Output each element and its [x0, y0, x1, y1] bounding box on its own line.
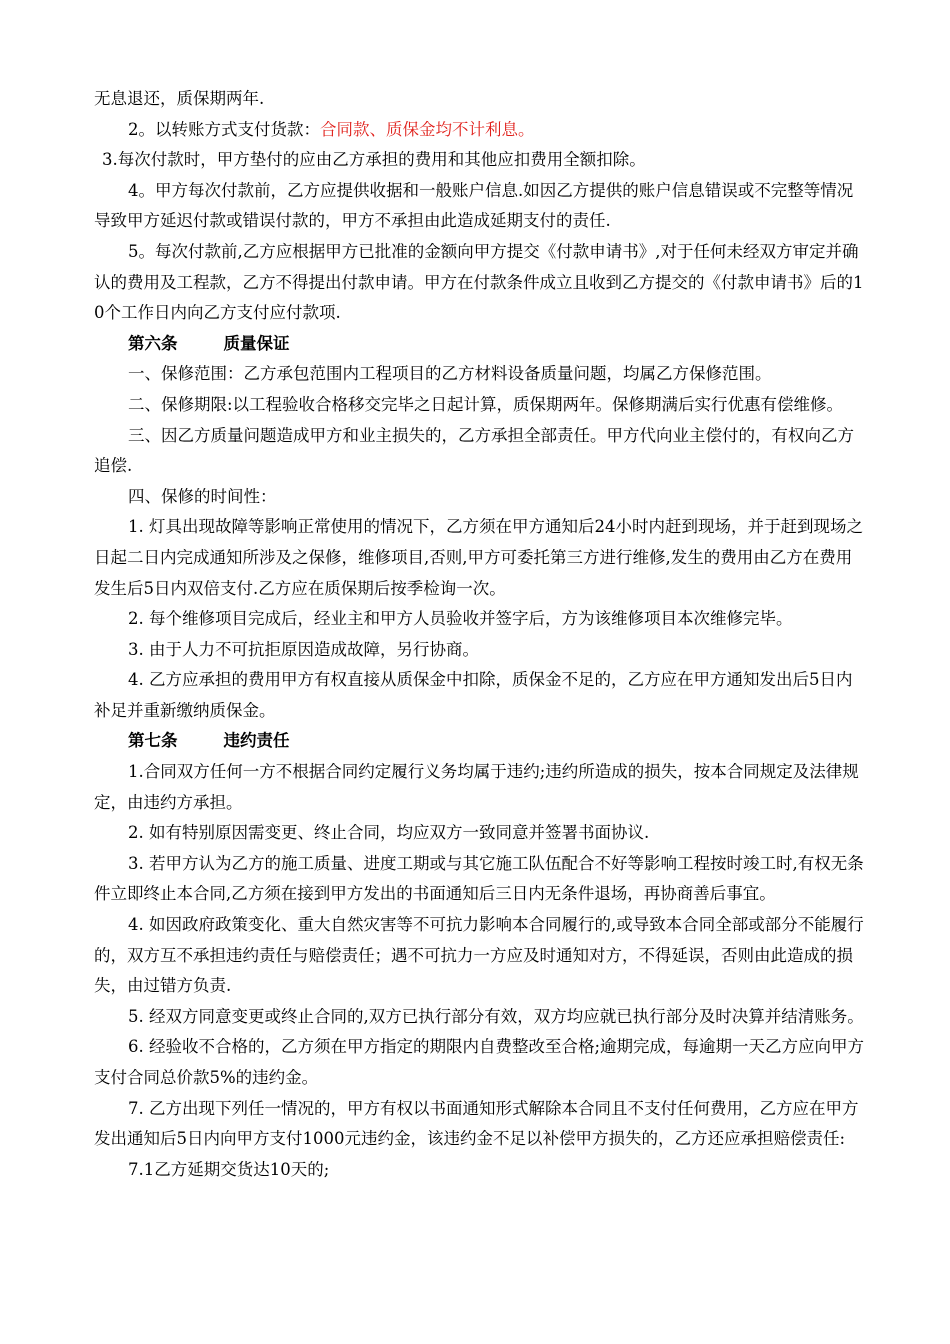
paragraph-p19: 6. 经验收不合格的，乙方须在甲方指定的期限内自费整改至合格;逾期完成，每逾期一天乙方应向甲方支付合同总价款5%的违约金。	[94, 1037, 865, 1087]
paragraph-p13: 4. 乙方应承担的费用甲方有权直接从质保金中扣除，质保金不足的，乙方应在甲方通知发出后5日内补足并重新缴纳质保金。	[94, 670, 853, 720]
article-seven-heading	[94, 726, 868, 757]
paragraph-p7: 二、保修期限:以工程验收合格移交完毕之日起计算，质保期两年。保修期满后实行优惠有偿维修。	[128, 394, 844, 414]
article-seven-title: 违约责任	[223, 731, 290, 751]
paragraph-p2	[94, 115, 868, 146]
paragraph-p17: 4. 如因政府政策变化、重大自然灾害等不可抗力影响本合同履行的,或导致本合同全部或部分不能履行的，双方互不承担违约责任与赔偿责任；遇不可抗力一方应及时通知对方，不得延误，否则由此造成的损失，由过错方负责.	[94, 915, 864, 996]
paragraph-p9: 四、保修的时间性：	[128, 486, 277, 506]
paragraph-p21: 7.1乙方延期交货达10天的;	[128, 1159, 330, 1179]
article-seven-number: 第七条	[128, 731, 178, 751]
article-six-heading	[94, 329, 868, 360]
article-six-title: 质量保证	[223, 333, 290, 353]
paragraph-p20: 7. 乙方出现下列任一情况的，甲方有权以书面通知形式解除本合同且不支付任何费用，乙方应在甲方发出通知后5日内向甲方支付1000元违约金，该违约金不足以补偿甲方损失的，乙方还应承担赔偿责任:	[94, 1098, 859, 1149]
paragraph-p8: 三、因乙方质量问题造成甲方和业主损失的，乙方承担全部责任。甲方代向业主偿付的，有权向乙方追偿.	[94, 425, 854, 476]
paragraph-p5: 5。每次付款前,乙方应根据甲方已批准的金额向甲方提交《付款申请书》,对于任何未经双方审定并确认的费用及工程款，乙方不得提出付款申请。甲方在付款条件成立且收到乙方提交的《付款申请书》后的10个工作日内向乙方支付应付款项.	[94, 241, 864, 323]
paragraph-p1: 无息退还，质保期两年.	[94, 89, 265, 108]
paragraph-p11: 2. 每个维修项目完成后，经业主和甲方人员验收并签字后，方为该维修项目本次维修完毕。	[128, 609, 793, 629]
paragraph-p12: 3. 由于人力不可抗拒原因造成故障，另行协商。	[128, 639, 479, 659]
article-six-number: 第六条	[128, 333, 178, 353]
paragraph-p15: 2. 如有特别原因需变更、终止合同，均应双方一致同意并签署书面协议.	[128, 823, 650, 843]
paragraph-p14: 1.合同双方任何一方不根据合同约定履行义务均属于违约;违约所造成的损失，按本合同规定及法律规定，由违约方承担。	[94, 762, 859, 812]
payment-method-text: 2。以转账方式支付货款：	[128, 119, 320, 139]
paragraph-p4: 4。甲方每次付款前，乙方应提供收据和一般账户信息.如因乙方提供的账户信息错误或不完整等情况导致甲方延迟付款或错误付款的，甲方不承担由此造成延期支付的责任.	[94, 180, 854, 231]
paragraph-p18: 5. 经双方同意变更或终止合同的,双方已执行部分有效，双方均应就已执行部分及时决算并结清账务。	[128, 1006, 864, 1026]
paragraph-p3: 3.每次付款时，甲方垫付的应由乙方承担的费用和其他应扣费用全额扣除。	[102, 150, 646, 170]
paragraph-p10: 1. 灯具出现故障等影响正常使用的情况下，乙方须在甲方通知后24小时内赶到现场，并于赶到现场之日起二日内完成通知所涉及之保修，维修项目,否则,甲方可委托第三方进行维修,发生的费用由乙方在费用发生后5日内双倍支付.乙方应在质保期后按季检询一次。	[94, 517, 863, 598]
document-page	[94, 84, 868, 1185]
paragraph-p6: 一、保修范围：乙方承包范围内工程项目的乙方材料设备质量问题，均属乙方保修范围。	[128, 364, 772, 384]
paragraph-p16: 3. 若甲方认为乙方的施工质量、进度工期或与其它施工队伍配合不好等影响工程按时竣工时,有权无条件立即终止本合同,乙方须在接到甲方发出的书面通知后三日内无条件退场，再协商善后事宜。	[94, 853, 864, 904]
no-interest-highlight: 合同款、质保金均不计利息。	[320, 119, 535, 139]
